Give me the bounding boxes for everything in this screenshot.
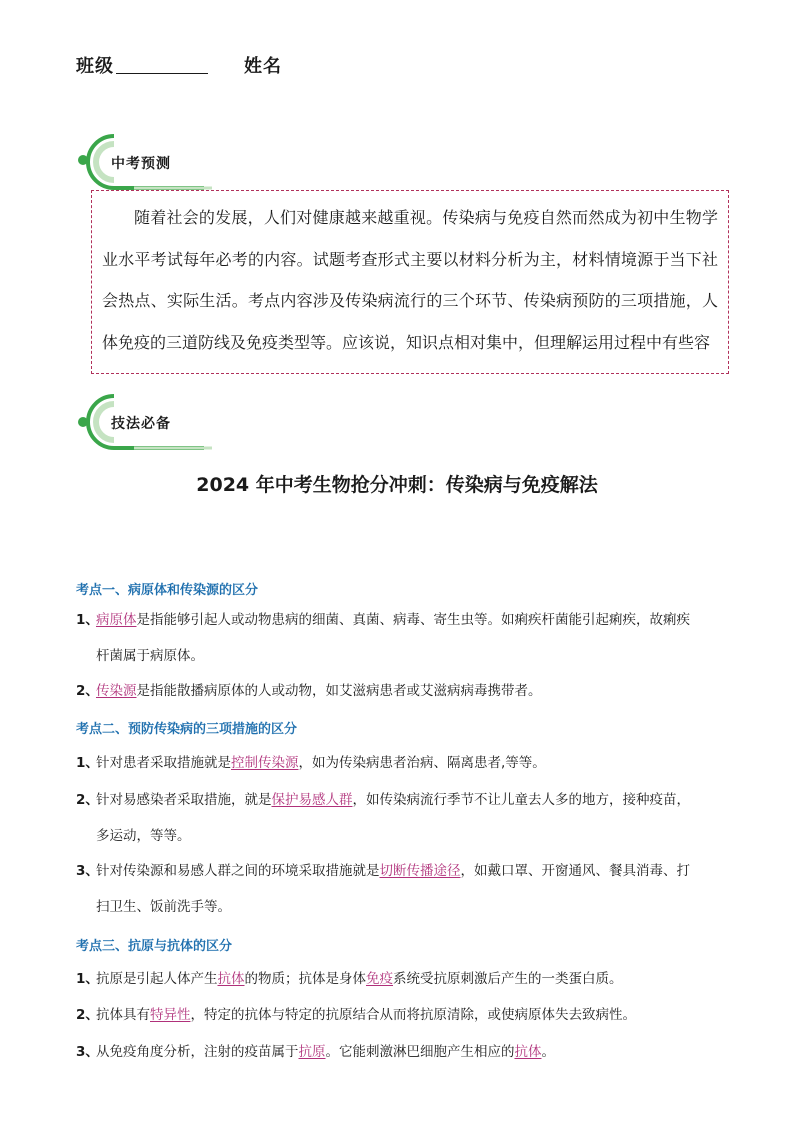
- item-text: 抗原是引起人体产生: [96, 971, 218, 987]
- page-title: 2024 年中考生物抢分冲刺：传染病与免疫解法: [196, 474, 598, 496]
- name-label: 姓名: [244, 56, 282, 77]
- item-text: ，如戴口罩、开窗通风、餐具消毒、打: [460, 863, 690, 879]
- name-field: [244, 52, 282, 78]
- keyword: 病原体: [96, 612, 137, 628]
- item-number: 2、: [76, 1007, 99, 1023]
- keyword: 抗体: [217, 971, 245, 987]
- list-item: [76, 853, 726, 925]
- keyword: 切断传播途径: [379, 863, 461, 879]
- list-item: [76, 782, 726, 854]
- forecast-badge-label: 中考预测: [111, 156, 171, 172]
- class-field: [76, 52, 208, 78]
- keyword: 免疫: [366, 971, 393, 987]
- keyword: 抗原: [298, 1044, 326, 1060]
- item-number: 1、: [76, 612, 99, 628]
- item-number: 3、: [76, 1044, 99, 1060]
- list-item: [76, 1034, 726, 1070]
- item-text: 针对传染源和易感人群之间的环境采取措施就是: [96, 863, 380, 879]
- item-text: ，如传染病流行季节不让儿童去人多的地方，接种疫苗，: [352, 792, 690, 808]
- list-item: [76, 602, 726, 674]
- item-text: 系统受抗原刺激后产生的一类蛋白质。: [393, 971, 623, 987]
- class-blank-line: [116, 56, 208, 74]
- item-text: 。: [541, 1044, 555, 1060]
- item-text: 针对患者采取措施就是: [96, 755, 231, 771]
- item-continuation: 杆菌属于病原体。: [96, 648, 204, 664]
- class-label: 班级: [76, 56, 114, 77]
- list-item: [76, 997, 726, 1033]
- skills-badge: [74, 392, 234, 452]
- skills-badge-label: 技法必备: [111, 416, 171, 432]
- item-text: 从免疫角度分析，注射的疫苗属于: [96, 1044, 299, 1060]
- list-item: [76, 745, 726, 781]
- list-item: [76, 961, 726, 997]
- item-text: ，特定的抗体与特定的抗原结合从而将抗原清除，或使病原体失去致病性。: [190, 1007, 636, 1023]
- keyword: 保护易感人群: [271, 792, 353, 808]
- item-number: 1、: [76, 971, 99, 987]
- item-continuation: 多运动，等等。: [96, 828, 191, 844]
- forecast-paragraph: 随着社会的发展，人们对健康越来越重视。传染病与免疫自然而然成为初中生物学业水平考试每年必考的内容。试题考查形式主要以材料分析为主，材料情境源于当下社会热点、实际生活。考点内容涉及传染病流行的三个环节、传染病预防的三项措施，人体免疫的三道防线及免疫类型等。应该说，知识点相对集中，但理解运用过程中有些容: [102, 208, 718, 352]
- list-item: [76, 673, 726, 709]
- keyword: 传染源: [96, 683, 137, 699]
- keyword: 控制传染源: [231, 755, 299, 771]
- item-number: 1、: [76, 755, 99, 771]
- section-heading-3: 考点三、抗原与抗体的区分: [76, 939, 233, 954]
- section-heading-1: 考点一、病原体和传染源的区分: [76, 583, 259, 598]
- item-text: 是指能散播病原体的人或动物，如艾滋病患者或艾滋病病毒携带者。: [136, 683, 542, 699]
- item-text: 是指能够引起人或动物患病的细菌、真菌、病毒、寄生虫等。如痢疾杆菌能引起痢疾，故痢疾: [136, 612, 690, 628]
- item-text: 针对易感染者采取措施，就是: [96, 792, 272, 808]
- item-text: 。它能刺激淋巴细胞产生相应的: [325, 1044, 515, 1060]
- item-text: ，如为传染病患者治病、隔离患者,等等。: [298, 755, 546, 771]
- item-number: 2、: [76, 792, 99, 808]
- forecast-box: [91, 190, 729, 374]
- keyword: 特异性: [150, 1007, 191, 1023]
- forecast-badge: [74, 132, 234, 192]
- item-text: 的物质；抗体是身体: [244, 971, 366, 987]
- item-number: 2、: [76, 683, 99, 699]
- section-heading-2: 考点二、预防传染病的三项措施的区分: [76, 722, 298, 737]
- item-text: 抗体具有: [96, 1007, 150, 1023]
- item-number: 3、: [76, 863, 99, 879]
- item-continuation: 扫卫生、饭前洗手等。: [96, 899, 231, 915]
- keyword: 抗体: [514, 1044, 542, 1060]
